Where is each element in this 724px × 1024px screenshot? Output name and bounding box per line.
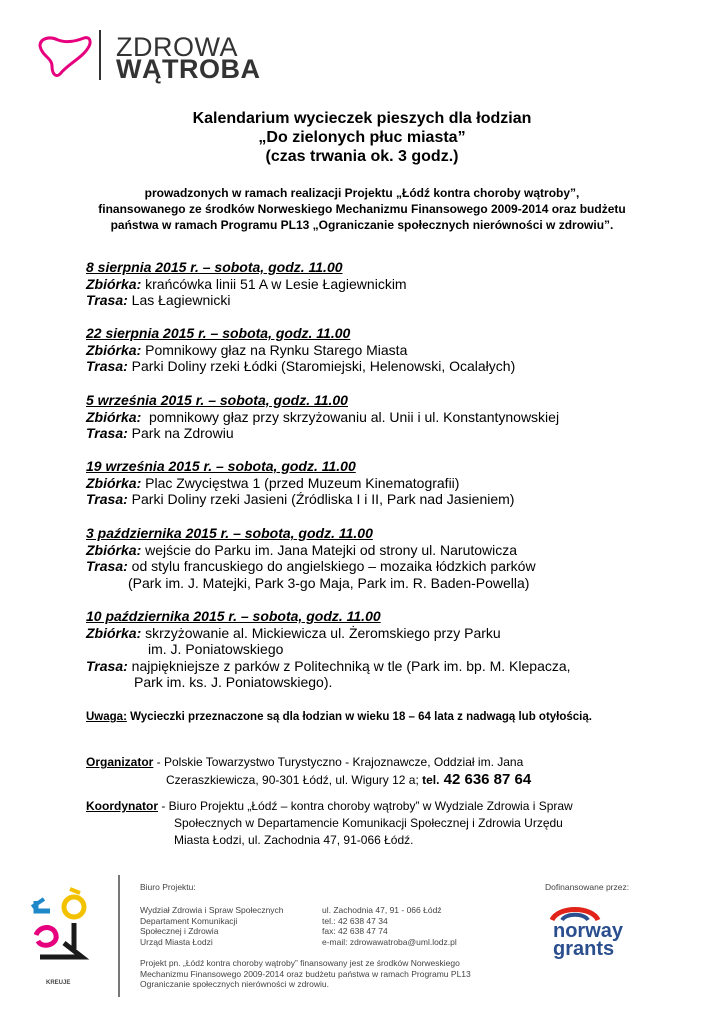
event-date: 10 października 2015 r. – sobota, godz. 11.00 bbox=[86, 608, 381, 624]
event-4 bbox=[86, 458, 646, 508]
route-text: od stylu francuskiego do angielskiego – mozaika łódzkich parków bbox=[127, 558, 536, 575]
department-block bbox=[140, 905, 284, 947]
event-2 bbox=[86, 325, 646, 375]
event-date: 5 września 2015 r. – sobota, godz. 11.00 bbox=[86, 392, 348, 408]
title-line-3: (czas trwania ok. 3 godz.) bbox=[265, 148, 459, 165]
route-text: Parki Doliny rzeki Łódki (Staromiejski, Helenowski, Ocalałych) bbox=[127, 358, 516, 375]
route-text: Las Łagiewnicki bbox=[127, 292, 231, 309]
event-1 bbox=[86, 259, 646, 309]
route-continuation: (Park im. J. Matejki, Park 3-go Maja, Park im. R. Baden-Powella) bbox=[128, 574, 530, 591]
coordinator-line-2: Społecznych w Departamencie Komunikacji Społecznej i Zdrowia Urzędu bbox=[174, 816, 563, 830]
event-date: 22 sierpnia 2015 r. – sobota, godz. 11.00 bbox=[86, 325, 351, 341]
event-meeting bbox=[86, 475, 646, 492]
route-label: Trasa: bbox=[86, 358, 128, 375]
coordinator-line-1: - Biuro Projektu „Łódź – kontra choroby wątroby” w Wydziale Zdrowia i Spraw bbox=[158, 799, 573, 813]
meeting-label: Zbiórka: bbox=[86, 408, 142, 425]
tel-label: tel. bbox=[422, 773, 440, 787]
lodz-kreuje-logo-icon bbox=[30, 887, 92, 980]
dept-line: Urząd Miasta Łodzi bbox=[140, 936, 213, 947]
project-line: Mechanizmu Finansowego 2009-2014 oraz budżetu państwa w ramach Programu PL13 bbox=[140, 968, 471, 979]
meeting-text: Pomnikowy głaz na Rynku Starego Miasta bbox=[141, 341, 408, 358]
meeting-label: Zbiórka: bbox=[86, 275, 142, 292]
event-route bbox=[86, 491, 646, 508]
event-route bbox=[86, 292, 646, 309]
contact-block bbox=[322, 905, 457, 947]
grants-text: grants bbox=[553, 938, 615, 960]
logo-text-zdrowa: ZDROWA bbox=[116, 32, 238, 62]
norway-grants-text bbox=[553, 922, 623, 958]
meeting-continuation: im. J. Poniatowskiego bbox=[148, 641, 284, 658]
dept-line: Społecznej i Zdrowia bbox=[140, 926, 219, 936]
meeting-label: Zbiórka: bbox=[86, 474, 142, 491]
meeting-label: Zbiórka: bbox=[86, 624, 142, 641]
route-label: Trasa: bbox=[86, 425, 128, 442]
project-text bbox=[140, 958, 471, 990]
event-date: 3 października 2015 r. – sobota, godz. 11.00 bbox=[86, 525, 373, 541]
event-6 bbox=[86, 608, 646, 691]
event-5 bbox=[86, 525, 646, 591]
project-line: Projekt pn. „Łódź kontra choroby wątroby” finansowany jest ze środków Norweskiego bbox=[140, 958, 460, 968]
route-label: Trasa: bbox=[86, 491, 128, 508]
coordinator-line-3: Miasta Łodzi, ul. Zachodnia 47, 91-066 Łódź. bbox=[174, 833, 414, 847]
meeting-text: Plac Zwycięstwa 1 (przed Muzeum Kinematografii) bbox=[141, 474, 460, 491]
event-date: 8 sierpnia 2015 r. – sobota, godz. 11.00 bbox=[86, 259, 343, 275]
title-line-2: „Do zielonych płuc miasta” bbox=[258, 129, 466, 146]
meeting-text: skrzyżowanie al. Mickiewicza ul. Żeromskiego przy Parku bbox=[141, 624, 501, 641]
contact-line: ul. Zachodnia 47, 91 - 066 Łódź bbox=[322, 905, 442, 915]
biuro-title: Biuro Projektu: bbox=[140, 882, 196, 892]
event-meeting bbox=[86, 625, 646, 642]
dept-line: Departament Komunikacji bbox=[140, 915, 238, 926]
footer-divider bbox=[118, 875, 120, 997]
meeting-text: pomnikowy głaz przy skrzyżowaniu al. Unii i ul. Konstantynowskiej bbox=[141, 408, 560, 425]
route-continuation: Park im. ks. J. Poniatowskiego). bbox=[134, 674, 333, 691]
meeting-label: Zbiórka: bbox=[86, 341, 142, 358]
contact-line: e-mail: zdrowawatroba@uml.lodz.pl bbox=[322, 936, 457, 947]
meeting-label: Zbiórka: bbox=[86, 541, 142, 558]
event-meeting bbox=[86, 542, 646, 559]
organizer-phone: 42 636 87 64 bbox=[439, 771, 532, 788]
note bbox=[86, 711, 592, 723]
event-route bbox=[86, 558, 646, 575]
meeting-text: wejście do Parku im. Jana Matejki od strony ul. Narutowicza bbox=[141, 541, 518, 558]
subtitle-line-1: prowadzonych w ramach realizacji Projektu „Łódź kontra choroby wątroby”, bbox=[144, 186, 580, 200]
organizer-label: Organizator bbox=[86, 755, 154, 769]
event-meeting bbox=[86, 342, 646, 359]
cofinanced-label: Dofinansowane przez: bbox=[545, 882, 630, 892]
logo-divider bbox=[99, 30, 101, 80]
coordinator-label: Koordynator bbox=[86, 799, 158, 813]
subtitle-line-3: państwa w ramach Programu PL13 „Ograniczanie społecznych nierówności w zdrowiu”. bbox=[110, 218, 614, 232]
coordinator-block bbox=[86, 798, 646, 849]
event-route bbox=[86, 658, 646, 675]
contact-line: fax: 42 638 47 74 bbox=[322, 926, 388, 936]
organizer-block bbox=[86, 754, 646, 789]
organizer-line-1: - Polskie Towarzystwo Turystyczno - Krajoznawcze, Oddział im. Jana bbox=[153, 755, 524, 769]
logo-text-watroba: WĄTROBA bbox=[116, 54, 261, 84]
organizer-line-2: Czeraszkiewicza, 90-301 Łódź, ul. Wigury 12 a; bbox=[166, 773, 423, 787]
event-3 bbox=[86, 392, 646, 442]
event-route bbox=[86, 358, 646, 375]
event-route bbox=[86, 425, 646, 442]
meeting-text: krańcówka linii 51 A w Lesie Łagiewnickim bbox=[141, 275, 407, 292]
contact-line: tel.: 42 638 47 34 bbox=[322, 915, 388, 926]
event-date: 19 września 2015 r. – sobota, godz. 11.00 bbox=[86, 458, 356, 474]
lodz-logo-caption: KREUJE bbox=[46, 980, 71, 986]
route-text: Park na Zdrowiu bbox=[127, 425, 234, 442]
route-text: Parki Doliny rzeki Jasieni (Źródliska I i II, Park nad Jasieniem) bbox=[127, 491, 515, 508]
note-label: Uwaga: bbox=[86, 711, 127, 723]
note-text: Wycieczki przeznaczone są dla łodzian w wieku 18 – 64 lata z nadwagą lub otyłością. bbox=[126, 711, 592, 723]
route-label: Trasa: bbox=[86, 292, 128, 309]
title-line-1: Kalendarium wycieczek pieszych dla łodzian bbox=[192, 110, 532, 127]
project-line: Ograniczanie społecznych nierówności w zdrowiu. bbox=[140, 979, 329, 989]
dept-line: Wydział Zdrowia i Spraw Społecznych bbox=[140, 905, 284, 915]
event-meeting bbox=[86, 276, 646, 293]
subtitle-line-2: finansowanego ze środków Norweskiego Mechanizmu Finansowego 2009-2014 oraz budżetu bbox=[98, 202, 626, 216]
liver-logo-icon bbox=[34, 34, 94, 83]
route-text: najpiękniejsze z parków z Politechniką w tle (Park im. bp. M. Klepacza, bbox=[127, 657, 571, 674]
route-label: Trasa: bbox=[86, 657, 128, 674]
event-meeting bbox=[86, 409, 646, 426]
norway-text: norway bbox=[553, 920, 624, 942]
route-label: Trasa: bbox=[86, 558, 128, 575]
